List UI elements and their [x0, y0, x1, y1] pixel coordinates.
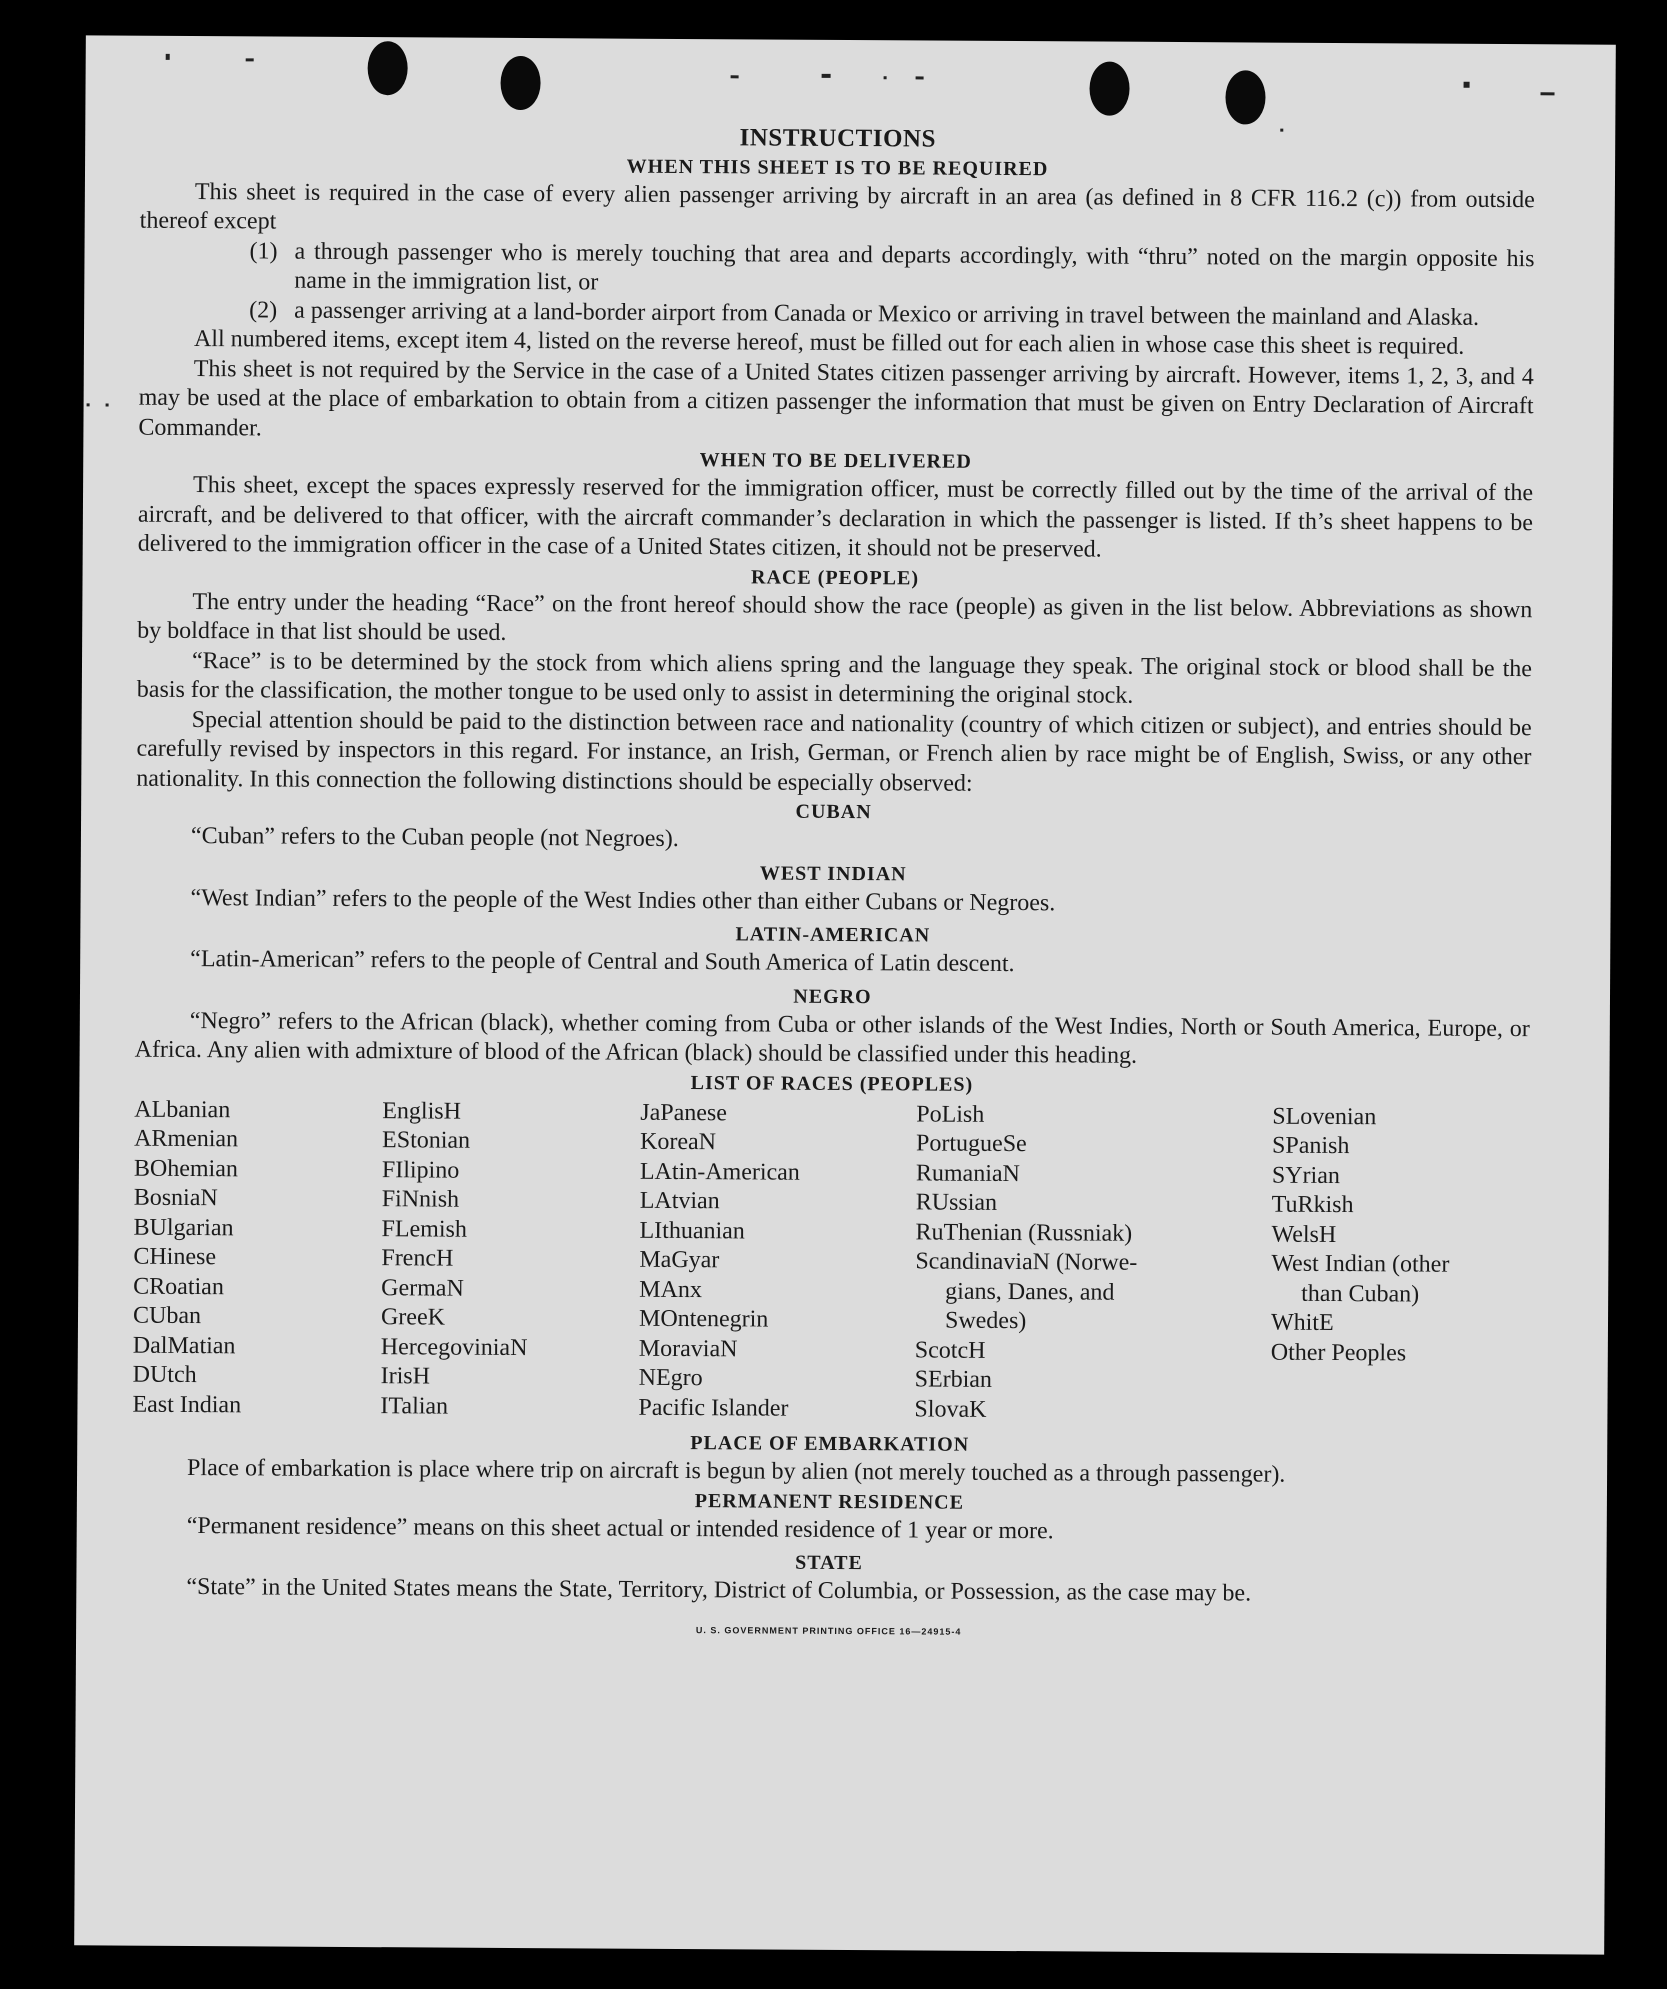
race-entry: Swedes) [944, 1307, 1027, 1335]
section-heading-cuban: CUBAN [795, 800, 872, 824]
race-entry: FLemish [381, 1215, 467, 1243]
section-heading-race: RACE (PEOPLE) [750, 565, 920, 589]
race-entry: Other Peoples [1270, 1339, 1407, 1366]
section-heading-place-of-embarkation: PLACE OF EMBARKATION [690, 1432, 970, 1456]
races-column-3 [638, 1098, 916, 1424]
race-entry: CUban [132, 1302, 202, 1330]
race-entry: ScotcH [914, 1336, 986, 1364]
ink-speck [884, 76, 887, 79]
section-heading-permanent-residence: PERMANENT RESIDENCE [694, 1489, 965, 1514]
item-number: (2) [249, 296, 278, 324]
race-entry: SYrian [1271, 1162, 1340, 1189]
races-column-5 [1270, 1102, 1529, 1428]
race-entry: BOhemian [133, 1155, 238, 1182]
instructions-content [131, 118, 1535, 1650]
ink-speck [87, 403, 90, 406]
document-sheet [74, 35, 1616, 1954]
race-entry: MAnx [639, 1276, 702, 1303]
section-heading-list-of-races: LIST OF RACES (PEOPLES) [690, 1071, 974, 1096]
race-entry: ITalian [380, 1392, 449, 1420]
race-entry: JaPanese [640, 1099, 727, 1126]
race-entry: than Cuban) [1301, 1280, 1420, 1308]
race-entry: CHinese [133, 1243, 217, 1271]
item-number: (1) [249, 237, 278, 265]
race-entry: EnglisH [382, 1097, 462, 1125]
when-delivered-text: This sheet, except the spaces expressly reserved for the immigration officer, must be correctly filled out by the time of the arrival of the aircraft, and be delivered to that officer, with the aircraft commander’s declaration in which the passenger is listed. If th’s sheet happens to be delivered to the immigration officer in the case of a United States citizen, it should not be preserved. [137, 472, 1534, 563]
ink-speck [246, 58, 254, 61]
race-entry: DUtch [132, 1361, 197, 1389]
race-entry: RuThenian (Russniak) [915, 1218, 1133, 1247]
race-entry: LIthuanian [639, 1217, 745, 1244]
race-entry: WhitE [1270, 1309, 1334, 1336]
exception-item-1 [249, 237, 1534, 304]
when-required-intro: This sheet is required in the case of every alien passenger arriving by aircraft in an area (as defined in 8 CFR 116.2 (c)) from outside thereof except [139, 178, 1535, 235]
section-heading-latin-american: LATIN-AMERICAN [735, 923, 931, 947]
punch-hole [1089, 61, 1129, 115]
race-entry: MOntenegrin [638, 1305, 769, 1333]
races-column-2 [380, 1097, 640, 1423]
race-entry: BosniaN [133, 1184, 218, 1212]
race-paragraph-2: “Race” is to be determined by the stock from which aliens spring and the language they speak. The original stock or blood shall be the basis for the classification, the mother tongue to be used only to assist in determining the original stock. [136, 647, 1533, 709]
race-entry: CRoatian [133, 1273, 224, 1300]
state-text: “State” in the United States means the State, Territory, District of Columbia, or Possession, as the case may be. [186, 1573, 1252, 1607]
race-entry: MoraviaN [638, 1335, 738, 1362]
race-paragraph-1: The entry under the heading “Race” on the front hereof should show the race (people) as given in the list below. Abbreviations as shown by boldface in that list should be used. [137, 588, 1533, 646]
race-entry: Pacific Islander [638, 1394, 789, 1422]
ink-speck [916, 76, 924, 79]
item-text: a passenger arriving at a land-border airport from Canada or Mexico or arriving in travel between the mainland and Alaska. [294, 297, 1480, 331]
race-entry: MaGyar [639, 1246, 720, 1274]
race-entry: SErbian [914, 1366, 993, 1393]
race-entry: DalMatian [132, 1332, 236, 1359]
ink-speck [166, 54, 170, 60]
item-text: a through passenger who is merely touching that area and departs accordingly, with “thru” noted on the margin opposite his name in the immigration list, or [294, 238, 1535, 296]
race-entry: SLovenian [1272, 1103, 1377, 1130]
race-entry: BUlgarian [133, 1214, 234, 1241]
numbered-items-paragraph: All numbered items, except item 4, listed on the reverse hereof, must be filled out for each alien in whose case this sheet is required. [193, 326, 1465, 360]
race-entry: ARmenian [134, 1125, 239, 1153]
race-entry: GreeK [380, 1304, 446, 1331]
race-entry: SlovaK [914, 1395, 987, 1423]
race-entry: PoLish [916, 1100, 985, 1128]
races-column-1 [132, 1095, 382, 1421]
punch-hole [1225, 70, 1265, 124]
ink-speck [731, 75, 739, 78]
race-entry: SPanish [1272, 1132, 1350, 1160]
section-heading-state: STATE [795, 1551, 863, 1575]
punch-hole [500, 56, 540, 110]
race-entry: West Indian (other [1271, 1250, 1450, 1278]
ink-speck [106, 403, 109, 406]
race-paragraph-3: Special attention should be paid to the distinction between race and nationality (country of which citizen or subject), and entries should be carefully revised by inspectors in this regard. For instance, an Irish, German, or French alien by race might be of English, Swiss, or any other nationality. In this connection the following distinctions should be especially observed: [136, 706, 1532, 797]
race-entry: LAtvian [639, 1187, 720, 1215]
race-entry: FiNnish [381, 1186, 460, 1213]
latin-american-definition: “Latin-American” refers to the people of Central and South America of Latin descent. [190, 945, 1015, 978]
citizen-paragraph: This sheet is not required by the Service in the case of a United States citizen passenger arriving by aircraft. However, items 1, 2, 3, and 4 may be used at the place of embarkation to obtain from a citizen passenger the information that must be given on Entry Declaration of Aircraft Commander. [138, 355, 1534, 441]
race-entry: PortugueSe [916, 1130, 1027, 1158]
section-heading-west-indian: WEST INDIAN [759, 861, 907, 885]
cuban-definition: “Cuban” refers to the Cuban people (not Negroes). [190, 823, 679, 852]
race-entry: LAtin-American [639, 1158, 800, 1186]
race-entry: gians, Danes, and [945, 1278, 1115, 1306]
ink-speck [1464, 82, 1470, 88]
race-entry: KoreaN [640, 1128, 717, 1156]
race-entry: ScandinaviaN (Norwe- [915, 1248, 1138, 1276]
race-entry: FIlipino [381, 1156, 460, 1184]
race-entry: GermaN [381, 1274, 464, 1302]
race-entry: TuRkish [1271, 1191, 1354, 1219]
negro-definition: “Negro” refers to the African (black), whether coming from Cuba or other islands of the West Indies, North or South America, Europe, or Africa. Any alien with admixture of blood of the African (black) should be classified under this heading. [134, 1007, 1530, 1069]
race-entry: EStonian [382, 1127, 471, 1154]
race-entry: IrisH [380, 1363, 431, 1390]
race-entry: RumaniaN [915, 1159, 1020, 1187]
page-title: INSTRUCTIONS [739, 124, 936, 153]
permanent-residence-text: “Permanent residence” means on this sheet actual or intended residence of 1 year or more. [186, 1512, 1054, 1544]
race-entry: FrencH [381, 1245, 454, 1272]
section-heading-negro: NEGRO [793, 985, 872, 1008]
ink-speck [1541, 92, 1555, 95]
ink-speck [822, 74, 831, 78]
race-entry: RUssian [915, 1189, 998, 1216]
race-entry: East Indian [132, 1391, 242, 1418]
west-indian-definition: “West Indian” refers to the people of the West Indies other than either Cubans or Negroes. [190, 884, 1056, 916]
printing-office-footer: U. S. GOVERNMENT PRINTING OFFICE 16—24915-4 [695, 1624, 962, 1637]
race-entry: ALbanian [134, 1096, 231, 1123]
races-list [132, 1095, 1529, 1428]
place-of-embarkation-text: Place of embarkation is place where trip on aircraft is begun by alien (not merely touched as a through passenger). [187, 1454, 1286, 1488]
section-heading-when-delivered: WHEN TO BE DELIVERED [699, 449, 972, 473]
punch-hole [367, 41, 407, 95]
race-entry: WelsH [1271, 1221, 1337, 1248]
race-entry: NEgro [638, 1364, 703, 1392]
race-entry: HercegoviniaN [380, 1333, 528, 1361]
section-heading-when-required: WHEN THIS SHEET IS TO BE REQUIRED [626, 155, 1049, 180]
races-column-4 [914, 1100, 1272, 1427]
